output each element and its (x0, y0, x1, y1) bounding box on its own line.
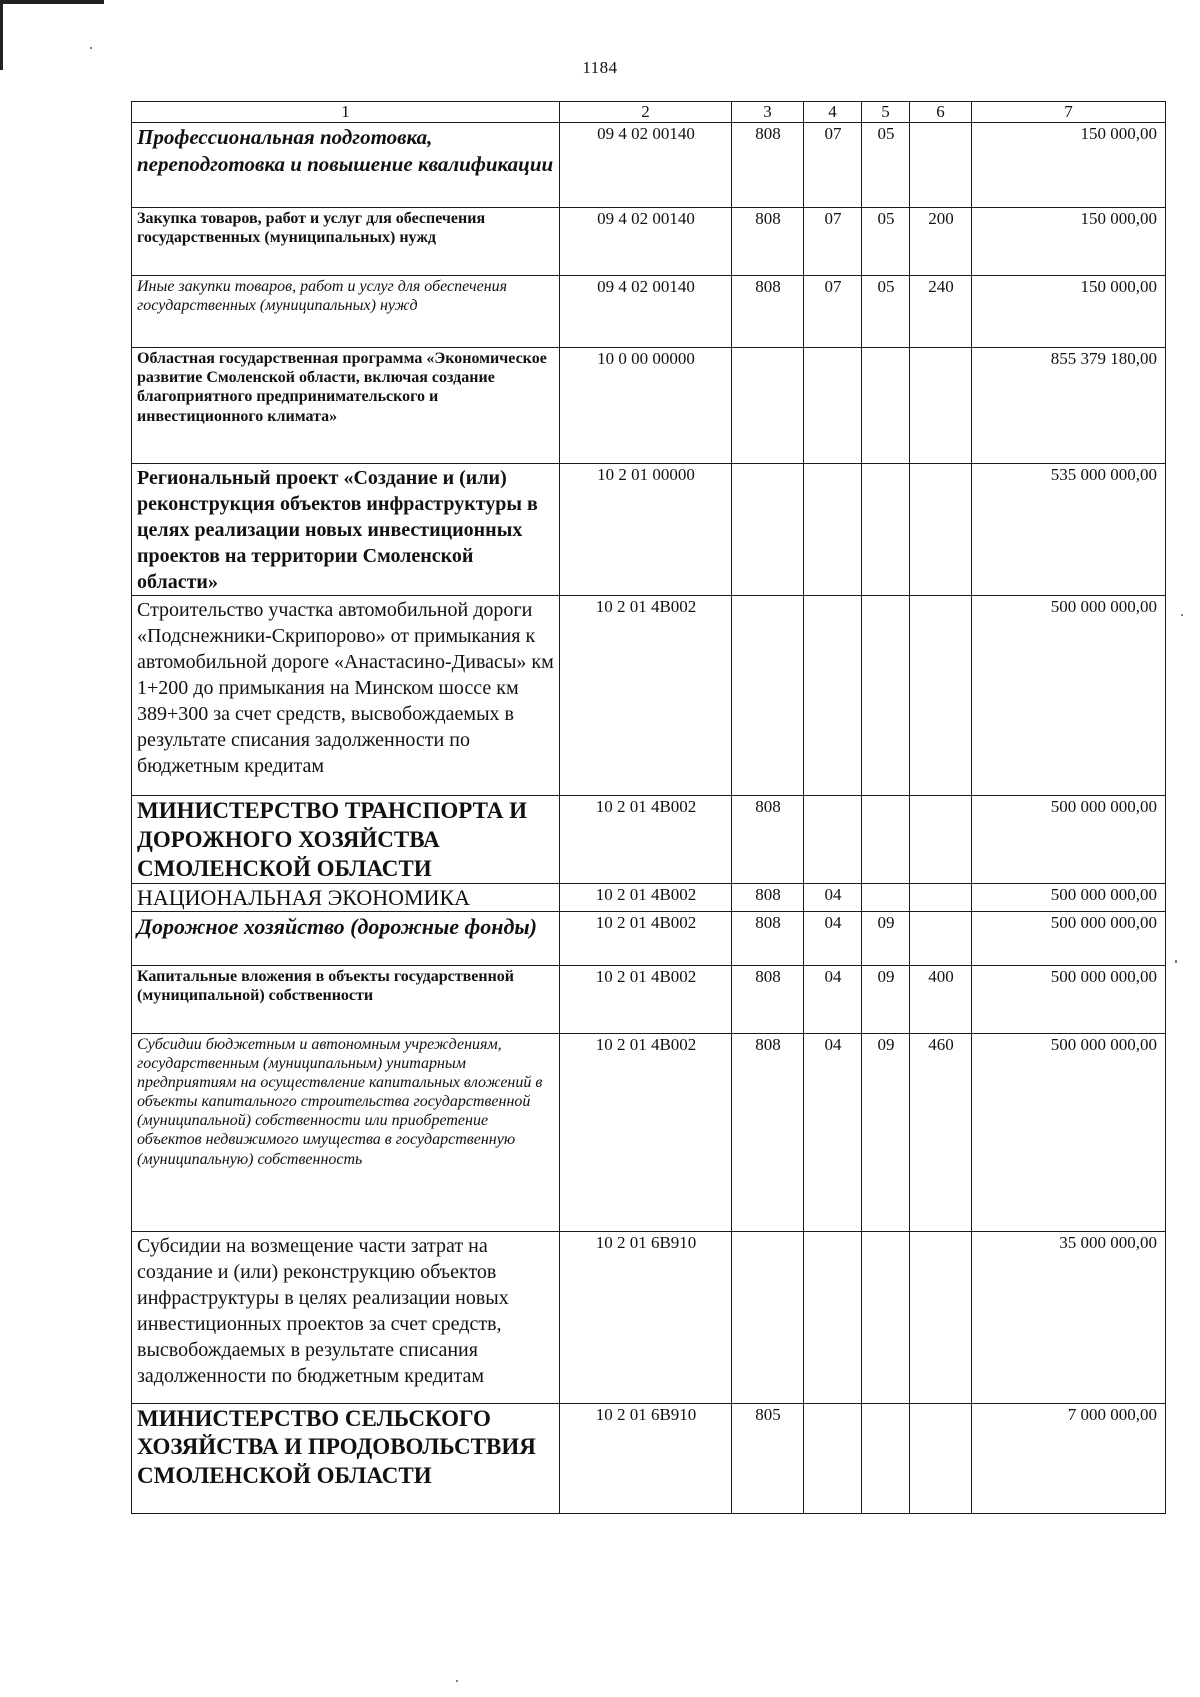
row-name: МИНИСТЕРСТВО СЕЛЬСКОГО ХОЗЯЙСТВА И ПРОДОВОЛЬСТВИЯ СМОЛЕНСКОЙ ОБЛАСТИ (132, 1403, 560, 1513)
scan-speck (456, 1680, 458, 1682)
target-article-code: 10 2 01 4В002 (560, 884, 732, 911)
target-article-code: 10 2 01 4В002 (560, 911, 732, 965)
ministry-code (732, 596, 804, 796)
table-row (132, 911, 1166, 965)
row-name: Капитальные вложения в объекты государственной (муниципальной) собственности (132, 965, 560, 1033)
amount: 150 000,00 (972, 123, 1166, 208)
target-article-code: 10 2 01 6В910 (560, 1403, 732, 1513)
target-article-code: 10 2 01 00000 (560, 464, 732, 596)
expense-type-code: 400 (910, 965, 972, 1033)
section-code (804, 464, 862, 596)
row-name: Строительство участка автомобильной дороги «Подснежники-Скрипорово» от примыкания к автомобильной дороге «Анастасино-Дивасы» км 1+200 до примыкания на Минском шоссе км 389+300 за счет средств, высвобождаемых в результате списания задолженности по бюджетным кредитам (132, 596, 560, 796)
target-article-code: 09 4 02 00140 (560, 208, 732, 276)
table-row (132, 596, 1166, 796)
section-code: 04 (804, 884, 862, 911)
subsection-code (862, 884, 910, 911)
subsection-code: 09 (862, 965, 910, 1033)
subsection-code: 09 (862, 1033, 910, 1231)
ministry-code (732, 464, 804, 596)
amount: 500 000 000,00 (972, 884, 1166, 911)
subsection-code: 09 (862, 911, 910, 965)
subsection-code: 05 (862, 276, 910, 348)
scan-speck (1181, 614, 1183, 616)
ministry-code (732, 1231, 804, 1403)
expense-type-code (910, 464, 972, 596)
subsection-code (862, 1403, 910, 1513)
expense-type-code: 460 (910, 1033, 972, 1231)
amount: 500 000 000,00 (972, 965, 1166, 1033)
table-row (132, 348, 1166, 464)
subsection-code (862, 348, 910, 464)
subsection-code: 05 (862, 123, 910, 208)
subsection-code (862, 796, 910, 884)
expense-type-code (910, 1403, 972, 1513)
amount: 500 000 000,00 (972, 911, 1166, 965)
table-row (132, 208, 1166, 276)
section-code: 07 (804, 123, 862, 208)
table-row (132, 884, 1166, 911)
target-article-code: 10 2 01 4В002 (560, 796, 732, 884)
expense-type-code: 240 (910, 276, 972, 348)
expense-type-code (910, 123, 972, 208)
table-row (132, 796, 1166, 884)
target-article-code: 10 2 01 4В002 (560, 965, 732, 1033)
row-name: Иные закупки товаров, работ и услуг для обеспечения государственных (муниципальных) нужд (132, 276, 560, 348)
table-row (132, 965, 1166, 1033)
amount: 500 000 000,00 (972, 796, 1166, 884)
column-header-row (132, 102, 1166, 123)
target-article-code: 10 2 01 4В002 (560, 596, 732, 796)
ministry-code: 808 (732, 796, 804, 884)
row-name: Дорожное хозяйство (дорожные фонды) (132, 911, 560, 965)
expense-type-code (910, 911, 972, 965)
expense-type-code (910, 796, 972, 884)
ministry-code (732, 348, 804, 464)
ministry-code: 808 (732, 911, 804, 965)
expense-type-code (910, 884, 972, 911)
expense-type-code (910, 1231, 972, 1403)
column-header: 7 (972, 102, 1166, 123)
row-name: МИНИСТЕРСТВО ТРАНСПОРТА И ДОРОЖНОГО ХОЗЯЙСТВА СМОЛЕНСКОЙ ОБЛАСТИ (132, 796, 560, 884)
subsection-code (862, 464, 910, 596)
row-name: Субсидии бюджетным и автономным учреждениям, государственным (муниципальным) унитарным предприятиям на осуществление капитальных вложений в объекты капитального строительства государственной (муниципальной) собственности или приобретение объектов недвижимого имущества в государственную (муниципальную) собственность (132, 1033, 560, 1231)
row-name: НАЦИОНАЛЬНАЯ ЭКОНОМИКА (132, 884, 560, 911)
table-row (132, 123, 1166, 208)
target-article-code: 10 2 01 4В002 (560, 1033, 732, 1231)
ministry-code: 808 (732, 276, 804, 348)
section-code (804, 1231, 862, 1403)
scan-speck (1175, 960, 1177, 963)
section-code (804, 348, 862, 464)
expense-type-code (910, 596, 972, 796)
amount: 150 000,00 (972, 208, 1166, 276)
amount: 855 379 180,00 (972, 348, 1166, 464)
subsection-code (862, 1231, 910, 1403)
target-article-code: 10 2 01 6В910 (560, 1231, 732, 1403)
section-code: 04 (804, 965, 862, 1033)
column-header: 3 (732, 102, 804, 123)
section-code (804, 596, 862, 796)
column-header: 6 (910, 102, 972, 123)
ministry-code: 808 (732, 884, 804, 911)
expense-type-code: 200 (910, 208, 972, 276)
column-header: 5 (862, 102, 910, 123)
table-row (132, 276, 1166, 348)
row-name: Областная государственная программа «Экономическое развитие Смоленской области, включая создание благоприятного предпринимательского и инвестиционного климата» (132, 348, 560, 464)
table-row (132, 1403, 1166, 1513)
column-header: 4 (804, 102, 862, 123)
amount: 500 000 000,00 (972, 1033, 1166, 1231)
section-code (804, 796, 862, 884)
table-row (132, 464, 1166, 596)
subsection-code (862, 596, 910, 796)
row-name: Региональный проект «Создание и (или) реконструкция объектов инфраструктуры в целях реализации новых инвестиционных проектов на территории Смоленской области» (132, 464, 560, 596)
amount: 7 000 000,00 (972, 1403, 1166, 1513)
amount: 500 000 000,00 (972, 596, 1166, 796)
scan-edge-line (0, 0, 104, 4)
amount: 535 000 000,00 (972, 464, 1166, 596)
table-row (132, 1231, 1166, 1403)
amount: 150 000,00 (972, 276, 1166, 348)
ministry-code: 808 (732, 123, 804, 208)
target-article-code: 09 4 02 00140 (560, 276, 732, 348)
row-name: Закупка товаров, работ и услуг для обеспечения государственных (муниципальных) нужд (132, 208, 560, 276)
ministry-code: 805 (732, 1403, 804, 1513)
target-article-code: 10 0 00 00000 (560, 348, 732, 464)
section-code: 04 (804, 1033, 862, 1231)
column-header: 2 (560, 102, 732, 123)
ministry-code: 808 (732, 965, 804, 1033)
budget-table (131, 101, 1166, 1514)
subsection-code: 05 (862, 208, 910, 276)
section-code: 04 (804, 911, 862, 965)
page-number: 1184 (582, 58, 618, 77)
ministry-code: 808 (732, 1033, 804, 1231)
section-code (804, 1403, 862, 1513)
column-header: 1 (132, 102, 560, 123)
target-article-code: 09 4 02 00140 (560, 123, 732, 208)
row-name: Субсидии на возмещение части затрат на создание и (или) реконструкцию объектов инфраструктуры в целях реализации новых инвестиционных проектов за счет средств, высвобождаемых в результате списания задолженности по бюджетным кредитам (132, 1231, 560, 1403)
section-code: 07 (804, 208, 862, 276)
row-name: Профессиональная подготовка, переподготовка и повышение квалификации (132, 123, 560, 208)
expense-type-code (910, 348, 972, 464)
table-row (132, 1033, 1166, 1231)
amount: 35 000 000,00 (972, 1231, 1166, 1403)
ministry-code: 808 (732, 208, 804, 276)
section-code: 07 (804, 276, 862, 348)
scan-speck (90, 47, 92, 49)
